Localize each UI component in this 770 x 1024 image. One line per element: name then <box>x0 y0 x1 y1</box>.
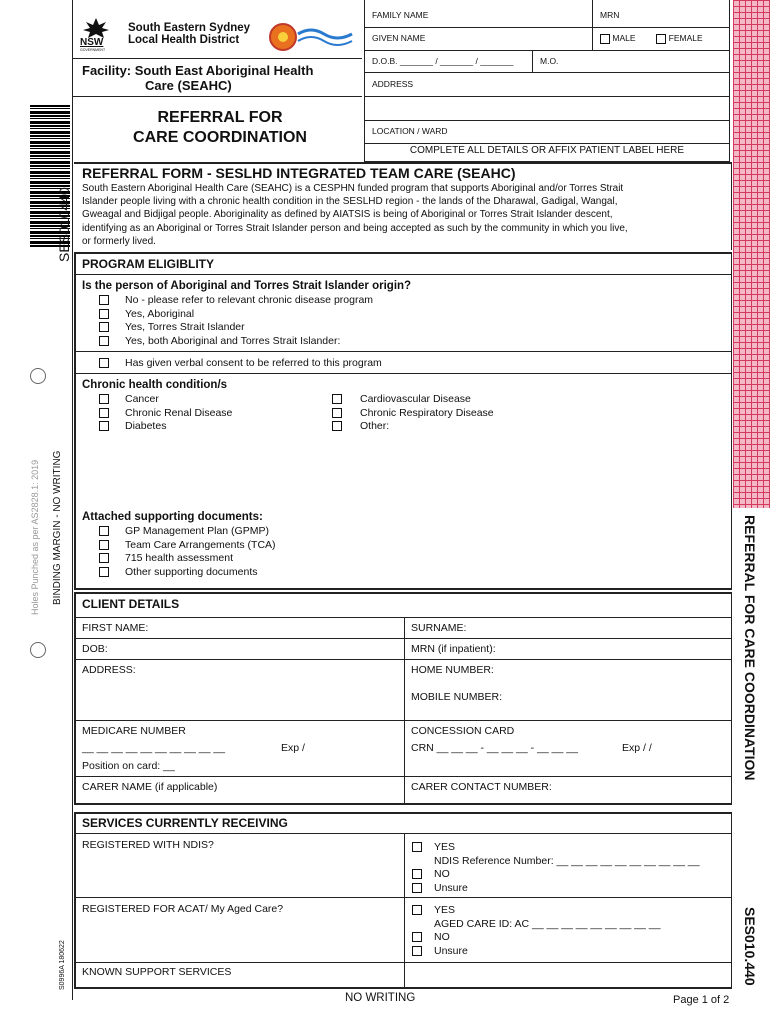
client-mrn-field[interactable]: MRN (if inpatient): <box>411 643 496 655</box>
given-name-label: GIVEN NAME <box>372 33 426 43</box>
known-support-field[interactable]: KNOWN SUPPORT SERVICES <box>82 966 232 978</box>
form-title-line1: REFERRAL FOR <box>157 109 283 126</box>
home-number-field[interactable]: HOME NUMBER: <box>411 664 494 676</box>
client-details-section <box>74 592 732 805</box>
condition-label: Chronic Renal Disease <box>125 406 233 419</box>
punch-hole-bottom <box>30 642 46 658</box>
form-title-line2: CARE COORDINATION <box>133 129 307 146</box>
aged-care-id-field[interactable]: AGED CARE ID: AC __ __ __ __ __ __ __ __ __ <box>434 917 661 930</box>
carer-name-field[interactable]: CARER NAME (if applicable) <box>82 781 218 793</box>
origin-aboriginal-checkbox[interactable] <box>99 309 109 319</box>
holes-note: Holes Punched as per AS2828.1: 2019 <box>30 459 40 615</box>
consent-row <box>99 357 382 369</box>
crn-exp-field[interactable]: Exp / / <box>622 742 652 754</box>
nsw-text: NSW <box>80 37 104 48</box>
intro-line-3: Gweagal and Bidjigal people. Aboriginality as defined by AIATSIS is being of Aboriginal or Torres Strait Islander descent, <box>82 209 613 221</box>
health-assessment-checkbox[interactable] <box>99 553 109 563</box>
client-heading: CLIENT DETAILS <box>82 597 180 611</box>
acat-yes-label: YES <box>434 904 456 916</box>
eligibility-heading: PROGRAM ELIGIBLITY <box>82 257 214 271</box>
origin-question: Is the person of Aboriginal and Torres Strait Islander origin? <box>82 280 412 292</box>
family-name-label: FAMILY NAME <box>372 10 429 20</box>
medicare-number-field[interactable]: __ __ __ __ __ __ __ __ __ __ <box>82 742 226 754</box>
origin-option-label: No - please refer to relevant chronic disease program <box>125 294 374 306</box>
ndis-yes-label: YES <box>434 841 456 853</box>
origin-option-label: Yes, Aboriginal <box>125 307 195 320</box>
ndis-no-label: NO <box>434 868 450 880</box>
ndis-options <box>412 841 700 895</box>
origin-no-checkbox[interactable] <box>99 295 109 305</box>
conditions-right <box>332 393 494 434</box>
doc-label: Team Care Arrangements (TCA) <box>125 538 276 551</box>
cancer-checkbox[interactable] <box>99 394 109 404</box>
respiratory-checkbox[interactable] <box>332 408 342 418</box>
other-docs-checkbox[interactable] <box>99 567 109 577</box>
page-number: Page 1 of 2 <box>673 994 730 1006</box>
diabetes-checkbox[interactable] <box>99 421 109 431</box>
carer-contact-field[interactable]: CARER CONTACT NUMBER: <box>411 781 552 793</box>
origin-option-1 <box>99 294 373 308</box>
binding-margin-note: BINDING MARGIN - NO WRITING <box>52 450 63 605</box>
renal-checkbox[interactable] <box>99 408 109 418</box>
intro-heading: REFERRAL FORM - SESLHD INTEGRATED TEAM CARE (SEAHC) <box>82 165 516 181</box>
docs-list <box>99 525 276 579</box>
first-name-field[interactable]: FIRST NAME: <box>82 622 149 634</box>
address-label: ADDRESS <box>372 79 414 89</box>
consent-checkbox[interactable] <box>99 358 109 368</box>
side-form-code: SES010.440 <box>742 907 758 986</box>
form-title <box>80 108 360 148</box>
ndis-label: REGISTERED WITH NDIS? <box>82 839 214 851</box>
revision-code: S0996A 180622 <box>59 940 66 990</box>
side-title: REFERRAL FOR CARE COORDINATION <box>742 515 758 781</box>
medicare-label: MEDICARE NUMBER <box>82 725 186 737</box>
patient-label-area <box>364 0 730 162</box>
condition-label: Diabetes <box>125 420 167 432</box>
docs-heading: Attached supporting documents: <box>82 511 263 523</box>
mrn-label: MRN <box>600 10 620 20</box>
medicare-exp-field[interactable]: Exp / <box>281 742 305 754</box>
acat-yes-checkbox[interactable] <box>412 905 422 915</box>
origin-tsi-checkbox[interactable] <box>99 322 109 332</box>
condition-label: Cancer <box>125 393 159 405</box>
ndis-unsure-label: Unsure <box>434 881 468 894</box>
ndis-yes-checkbox[interactable] <box>412 842 422 852</box>
barcode-code: SES010440 <box>56 187 72 262</box>
crn-field[interactable]: CRN __ __ __ - __ __ __ - __ __ __ <box>411 742 578 754</box>
org-name-line2: Local Health District <box>128 34 240 46</box>
medicare-position-field[interactable]: Position on card: __ <box>82 760 175 772</box>
tca-checkbox[interactable] <box>99 540 109 550</box>
origin-options <box>99 294 373 348</box>
cardiovascular-checkbox[interactable] <box>332 394 342 404</box>
acat-no-label: NO <box>434 931 450 943</box>
consent-label: Has given verbal consent to be referred to this program <box>125 357 382 369</box>
origin-option-label: Yes, both Aboriginal and Torres Strait Islander: <box>125 334 341 347</box>
intro-line-1: South Eastern Aboriginal Health Care (SEAHC) is a CESPHN funded program that supports Aboriginal and/or Torres Strait <box>82 183 624 194</box>
services-heading: SERVICES CURRENTLY RECEIVING <box>82 816 288 830</box>
org-name <box>128 22 250 46</box>
concession-label: CONCESSION CARD <box>411 725 515 737</box>
doc-label: GP Management Plan (GPMP) <box>125 525 269 537</box>
doc-label: 715 health assessment <box>125 552 233 564</box>
acat-options <box>412 904 660 958</box>
no-writing-footer: NO WRITING <box>345 992 416 1004</box>
facility <box>82 63 313 93</box>
gpmp-checkbox[interactable] <box>99 526 109 536</box>
dob-field[interactable]: D.O.B. _______ / _______ / _______ <box>372 56 514 66</box>
male-checkbox[interactable] <box>600 34 610 44</box>
ndis-no-checkbox[interactable] <box>412 869 422 879</box>
label-grid-strip <box>733 0 770 508</box>
sex-options <box>600 33 703 44</box>
doc-label: Other supporting documents <box>125 565 258 578</box>
condition-label: Other: <box>360 420 390 432</box>
punch-hole-top <box>30 368 46 384</box>
surname-field[interactable]: SURNAME: <box>411 622 467 634</box>
facility-line2: Care (SEAHC) <box>145 78 232 93</box>
aboriginal-health-logo <box>266 22 356 52</box>
conditions-left <box>99 393 232 434</box>
facility-line1: South East Aboriginal Health <box>134 63 314 78</box>
ndis-reference-field[interactable]: NDIS Reference Number: __ __ __ __ __ __ __ __ __ __ <box>434 854 700 867</box>
intro-text <box>82 182 727 248</box>
main-left-rule <box>72 0 73 1000</box>
origin-option-2 <box>99 308 373 322</box>
intro-line-4: identifying as an Aboriginal or Torres Strait Islander person and being accepted as such by the community in which you live, <box>82 222 628 234</box>
acat-unsure-label: Unsure <box>434 944 468 957</box>
male-label: MALE <box>612 33 636 43</box>
nsw-government-text: GOVERNMENT <box>80 48 106 52</box>
conditions-heading: Chronic health condition/s <box>82 379 228 391</box>
client-dob-field[interactable]: DOB: <box>82 643 108 655</box>
other-condition-checkbox[interactable] <box>332 421 342 431</box>
origin-option-label: Yes, Torres Strait Islander <box>125 321 245 333</box>
acat-unsure-checkbox[interactable] <box>412 946 422 956</box>
org-name-line1: South Eastern Sydney <box>128 22 251 34</box>
condition-label: Cardiovascular Disease <box>360 393 471 405</box>
mo-label: M.O. <box>540 56 559 66</box>
origin-option-4 <box>99 335 373 349</box>
intro-line-5: or formerly lived. <box>82 235 156 247</box>
female-label: FEMALE <box>668 33 703 43</box>
patient-label-instruction: COMPLETE ALL DETAILS OR AFFIX PATIENT LABEL HERE <box>409 145 685 156</box>
client-address-field[interactable]: ADDRESS: <box>82 664 136 676</box>
acat-label: REGISTERED FOR ACAT/ My Aged Care? <box>82 903 284 915</box>
origin-both-checkbox[interactable] <box>99 336 109 346</box>
female-checkbox[interactable] <box>656 34 666 44</box>
ndis-unsure-checkbox[interactable] <box>412 883 422 893</box>
location-ward-label: LOCATION / WARD <box>372 126 448 136</box>
acat-no-checkbox[interactable] <box>412 932 422 942</box>
condition-label: Chronic Respiratory Disease <box>360 406 494 419</box>
facility-label: Facility: <box>82 63 132 78</box>
origin-option-3 <box>99 321 373 335</box>
intro-line-2: Islander people living with a chronic health condition in the SESLHD region - the lands of the Dharawal, Gadigal, Wangal, <box>82 196 618 208</box>
mobile-number-field[interactable]: MOBILE NUMBER: <box>411 691 503 703</box>
